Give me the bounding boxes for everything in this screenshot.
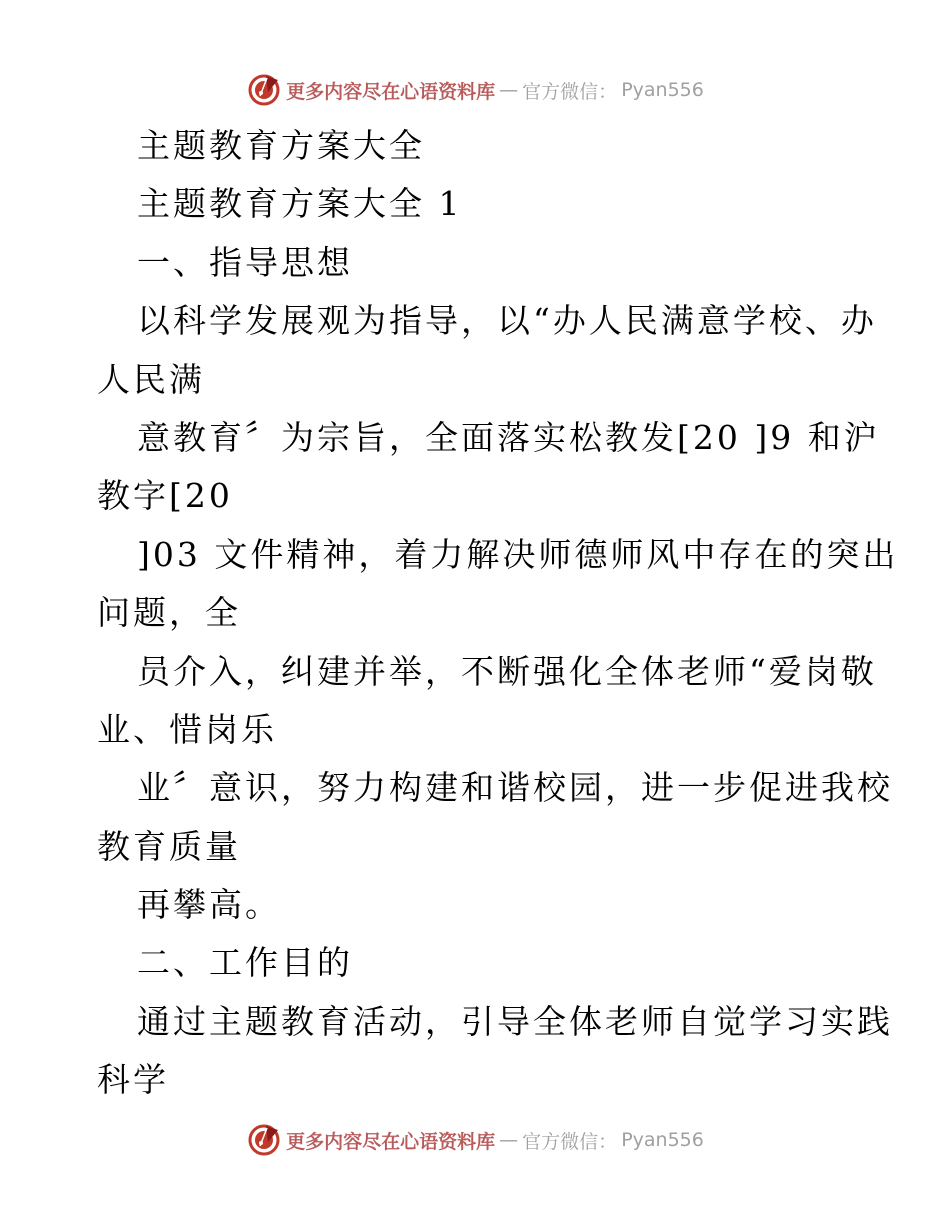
doc-title: 主题教育方案大全	[137, 126, 425, 165]
quill-pen-logo-icon	[246, 72, 282, 108]
paragraph-line: 业、惜岗乐	[97, 709, 277, 749]
document-body	[97, 117, 899, 1110]
quill-pen-logo-icon	[246, 1122, 282, 1158]
paragraph-line: 教字[20	[97, 476, 233, 516]
paragraph-line: 通过主题教育活动，引导全体老师自觉学习实践	[137, 1001, 893, 1041]
paragraph-line: 科学	[97, 1060, 169, 1100]
paragraph-line: ]03 文件精神，着力解决师德师风中存在的突出	[137, 534, 899, 574]
paragraph-line: 业〞意识，努力构建和谐校园，进一步促进我校	[137, 768, 893, 808]
doc-subtitle: 主题教育方案大全 1	[137, 184, 463, 224]
banner-separator: —	[499, 1129, 519, 1151]
site-promo-text: 更多内容尽在心语资料库	[286, 80, 496, 103]
wechat-label: 官方微信：	[522, 1130, 618, 1153]
section-heading: 二、工作目的	[137, 943, 353, 983]
paragraph-line: 教育质量	[97, 826, 241, 866]
paragraph-line: 问题，全	[97, 593, 241, 633]
paragraph-line: 人民满	[97, 359, 205, 399]
paragraph-line: 意教育〞为宗旨，全面落实松教发[20 ]9 和沪	[137, 417, 880, 457]
paragraph-line: 员介入，纠建并举，不断强化全体老师“爱岗敬	[137, 651, 877, 691]
paragraph-line: 以科学发展观为指导，以“办人民满意学校、办	[137, 301, 877, 341]
footer-banner	[0, 1120, 950, 1160]
wechat-label: 官方微信：	[522, 80, 618, 103]
paragraph-line: 再攀高。	[137, 885, 281, 925]
site-promo-text: 更多内容尽在心语资料库	[286, 1130, 496, 1153]
wechat-id: Pyan556	[621, 1129, 704, 1151]
wechat-id: Pyan556	[621, 79, 704, 101]
banner-separator: —	[499, 79, 519, 101]
section-heading: 一、指导思想	[137, 242, 353, 282]
header-banner	[0, 70, 950, 110]
